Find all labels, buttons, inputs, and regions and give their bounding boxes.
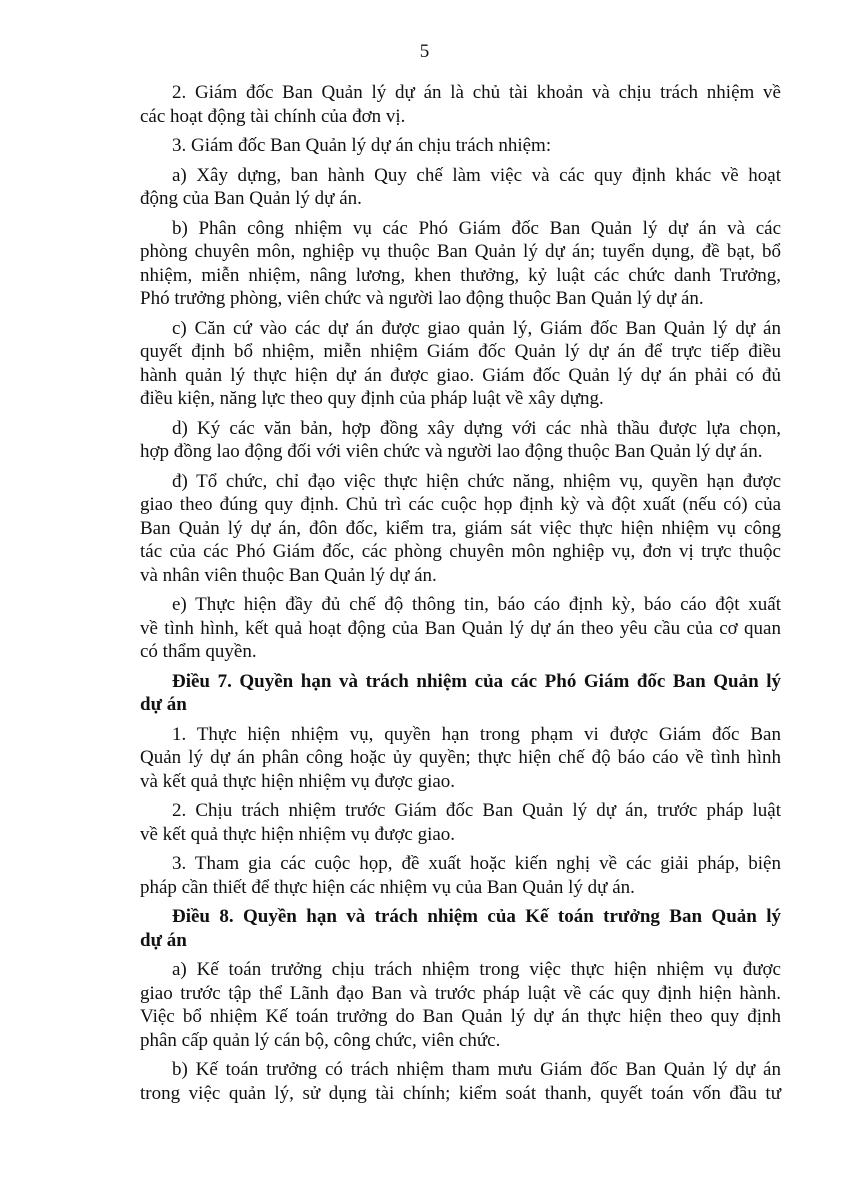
text-line: các hoạt động tài chính của đơn vị. [140,105,406,127]
paragraph [140,958,781,1052]
text-line: và nhân viên thuộc Ban Quản lý dự án. [140,564,437,586]
text-line: phân cấp quản lý cán bộ, công chức, viên chức. [140,1029,501,1051]
text-line: Điều 8. Quyền hạn và trách nhiệm của Kế toán trưởng Ban Quản lý [172,906,781,927]
text-line: 2. Chịu trách nhiệm trước Giám đốc Ban Quản lý dự án, trước pháp luật [172,800,781,821]
text-line: d) Ký các văn bản, hợp đồng xây dựng với các nhà thầu được lựa chọn, [172,417,781,439]
paragraph [140,470,781,588]
text-line: có thẩm quyền. [140,641,257,662]
text-line: dự án [140,929,187,951]
paragraph [140,1058,781,1105]
text-line: về tình hình, kết quả hoạt động của Ban Quản lý dự án theo yêu cầu của cơ quan [140,617,781,639]
text-line: Ban Quản lý dự án, đôn đốc, kiểm tra, giám sát việc thực hiện nhiệm vụ công [140,517,781,539]
text-line: tác của các Phó Giám đốc, các phòng chuyên môn nghiệp vụ, đơn vị trực thuộc [140,541,781,562]
paragraph [140,852,781,899]
text-line: Quản lý dự án phân công hoặc ủy quyền; thực hiện chế độ báo cáo về tình hình [140,747,781,768]
text-line: trong việc quản lý, sử dụng tài chính; kiểm soát thanh, quyết toán vốn đầu tư [140,1082,781,1104]
text-line: điều kiện, năng lực theo quy định của pháp luật về xây dựng. [140,388,604,409]
text-line: Phó trưởng phòng, viên chức và người lao động thuộc Ban Quản lý dự án. [140,288,704,309]
paragraph [140,417,781,464]
text-line: dự án [140,694,187,715]
text-line: giao trước tập thể Lãnh đạo Ban và trước pháp luật về các quy định hiện hành. [140,982,781,1004]
text-line: và kết quả thực hiện nhiệm vụ được giao. [140,770,456,792]
text-line: a) Kế toán trưởng chịu trách nhiệm trong việc thực hiện nhiệm vụ được [172,959,781,980]
text-line: c) Căn cứ vào các dự án được giao quản lý, Giám đốc Ban Quản lý dự án [172,317,781,339]
text-line: e) Thực hiện đầy đủ chế độ thông tin, báo cáo định kỳ, báo cáo đột xuất [172,594,781,615]
paragraph [140,164,781,211]
document-body [140,81,781,1111]
paragraph [140,799,781,846]
paragraph [140,217,781,311]
article-heading [140,670,781,717]
text-line: nhiệm, miễn nhiệm, nâng lương, khen thưởng, kỷ luật các chức danh Trưởng, [140,264,781,286]
text-line: 2. Giám đốc Ban Quản lý dự án là chủ tài khoản và chịu trách nhiệm về [172,82,781,103]
paragraph [140,81,781,128]
text-line: b) Kế toán trưởng có trách nhiệm tham mưu Giám đốc Ban Quản lý dự án [172,1059,781,1080]
text-line: động của Ban Quản lý dự án. [140,188,362,209]
text-line: a) Xây dựng, ban hành Quy chế làm việc và các quy định khác về hoạt [172,164,781,186]
text-line: hợp đồng lao động đối với viên chức và người lao động thuộc Ban Quản lý dự án. [140,441,763,462]
paragraph [140,593,781,664]
text-line: Điều 7. Quyền hạn và trách nhiệm của các Phó Giám đốc Ban Quản lý [172,670,781,692]
text-line: 3. Giám đốc Ban Quản lý dự án chịu trách nhiệm: [172,135,552,156]
text-line: giao theo đúng quy định. Chủ trì các cuộc họp định kỳ và đột xuất (nếu có) của [140,494,781,515]
text-line: 1. Thực hiện nhiệm vụ, quyền hạn trong phạm vi được Giám đốc Ban [172,723,781,745]
text-line: Việc bổ nhiệm Kế toán trưởng do Ban Quản lý dự án thực hiện theo quy định [140,1006,781,1027]
text-line: quyết định bổ nhiệm, miễn nhiệm Giám đốc Quản lý dự án để trực tiếp điều [140,341,781,362]
paragraph [140,317,781,411]
paragraph [140,134,781,158]
article-heading [140,905,781,952]
paragraph [140,723,781,794]
text-line: về kết quả thực hiện nhiệm vụ được giao. [140,823,456,845]
text-line: phòng chuyên môn, nghiệp vụ thuộc Ban Quản lý dự án; tuyển dụng, đề bạt, bổ [140,241,781,262]
text-line: hành quản lý thực hiện dự án được giao. Giám đốc Quản lý dự án phải có đủ [140,364,781,386]
text-line: 3. Tham gia các cuộc họp, đề xuất hoặc kiến nghị về các giải pháp, biện [172,853,781,874]
text-line: pháp cần thiết để thực hiện các nhiệm vụ của Ban Quản lý dự án. [140,876,635,898]
text-line: b) Phân công nhiệm vụ các Phó Giám đốc Ban Quản lý dự án và các [172,217,781,239]
text-line: đ) Tổ chức, chỉ đạo việc thực hiện chức năng, nhiệm vụ, quyền hạn được [172,470,781,492]
page-number: 5 [419,41,430,62]
